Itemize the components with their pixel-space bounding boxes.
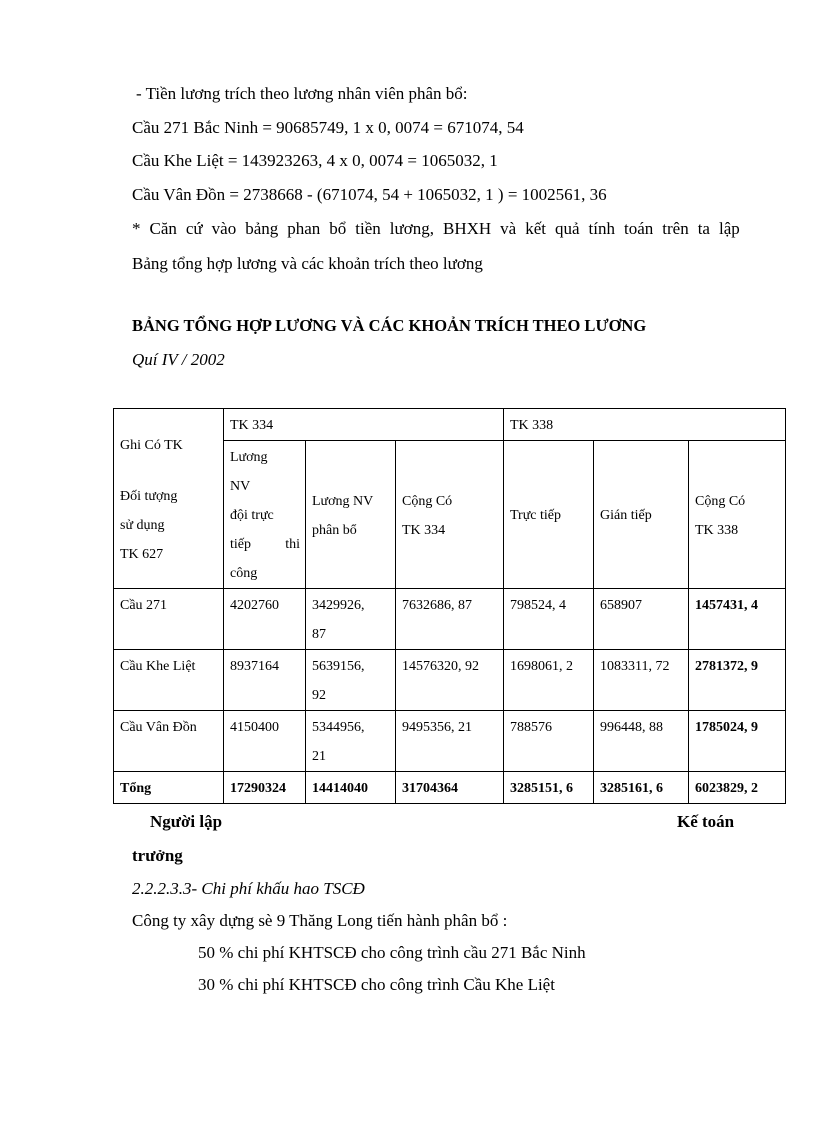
col-header-word: thi — [285, 537, 300, 552]
intro-line-5-word: ta — [697, 219, 710, 238]
corner-line-3: sử dụng — [120, 517, 165, 533]
table-row — [114, 650, 786, 711]
cell-luong-direct: 4150400 — [224, 711, 306, 772]
total-label: Tổng — [114, 772, 224, 804]
intro-line-5-word: tiền — [355, 219, 381, 238]
col-header-text: TK 334 — [402, 522, 446, 538]
intro-line-5-word: toán — [623, 219, 654, 238]
row-name: Cầu 271 — [114, 589, 224, 650]
cell-phanbo — [306, 711, 396, 772]
signature-accountant: Kế toán — [677, 812, 735, 831]
cell-cong-338: 2781372, 9 — [689, 650, 786, 711]
section-paragraph: Công ty xây dựng sè 9 Thăng Long tiến hành phân bổ : — [132, 911, 508, 930]
col-header-text: phân bổ — [312, 522, 357, 538]
allocation-item-1: 50 % chi phí KHTSCĐ cho công trình cầu 271 Bắc Ninh — [198, 943, 586, 962]
intro-line-5-word: * — [132, 219, 141, 238]
intro-line-5-word: trên — [662, 219, 689, 238]
corner-header-cell — [114, 409, 224, 589]
col-header-luong-nv-phanbo — [306, 441, 396, 589]
col-header-cong-co-334 — [396, 441, 504, 589]
salary-summary-table — [113, 408, 786, 804]
col-header-word: tiếp — [230, 537, 251, 552]
cell-luong-direct: 8937164 — [224, 650, 306, 711]
intro-line-2: Cầu 271 Bắc Ninh = 90685749, 1 x 0, 0074 = 671074, 54 — [132, 118, 524, 137]
cell-truc-tiep: 788576 — [504, 711, 594, 772]
corner-line-4: TK 627 — [120, 546, 164, 562]
intro-line-5-word: quả — [554, 219, 580, 238]
cell-gian-tiep: 1083311, 72 — [594, 650, 689, 711]
total-truc-tiep: 3285151, 6 — [504, 772, 594, 804]
col-header-luong-nv-direct — [224, 441, 306, 589]
cell-phanbo — [306, 650, 396, 711]
table-row — [114, 589, 786, 650]
intro-line-5-word: tính — [588, 219, 615, 238]
table-total-row — [114, 772, 786, 804]
cell-truc-tiep: 798524, 4 — [504, 589, 594, 650]
intro-line-5 — [132, 219, 740, 239]
cell-text: 5639156, — [312, 659, 365, 674]
col-header-truc-tiep: Trực tiếp — [504, 441, 594, 589]
row-name: Cầu Vân Đồn — [114, 711, 224, 772]
col-header-gian-tiep: Gián tiếp — [594, 441, 689, 589]
total-luong-direct: 17290324 — [224, 772, 306, 804]
col-header-text: NV — [230, 479, 251, 494]
intro-line-5-word: cứ — [185, 219, 203, 238]
cell-text: 21 — [312, 749, 326, 764]
group-header-tk334: TK 334 — [224, 409, 504, 441]
cell-gian-tiep: 658907 — [594, 589, 689, 650]
intro-line-5-word: lương, — [389, 219, 434, 238]
cell-gian-tiep: 996448, 88 — [594, 711, 689, 772]
intro-line-5-word: phan — [287, 219, 321, 238]
intro-line-5-word: và — [500, 219, 517, 238]
table-row — [114, 711, 786, 772]
intro-line-5-word: Căn — [149, 219, 177, 238]
cell-truc-tiep: 1698061, 2 — [504, 650, 594, 711]
table-header-row — [114, 409, 786, 441]
cell-luong-direct: 4202760 — [224, 589, 306, 650]
cell-text: 5344956, — [312, 720, 365, 735]
cell-cong-334: 14576320, 92 — [396, 650, 504, 711]
report-period: Quí IV / 2002 — [132, 350, 225, 369]
cell-cong-334: 9495356, 21 — [396, 711, 504, 772]
report-title: BẢNG TỔNG HỢP LƯƠNG VÀ CÁC KHOẢN TRÍCH THEO LƯƠNG — [132, 316, 647, 335]
total-phanbo: 14414040 — [306, 772, 396, 804]
intro-line-5-word: lập — [718, 219, 740, 238]
allocation-item-2: 30 % chi phí KHTSCĐ cho công trình Cầu Khe Liệt — [198, 975, 555, 994]
total-cong-338: 6023829, 2 — [689, 772, 786, 804]
col-header-text: Lương — [230, 450, 268, 465]
section-heading: 2.2.2.3.3- Chi phí khấu hao TSCĐ — [132, 879, 365, 898]
intro-line-5-word: BHXH — [442, 219, 492, 238]
col-header-text: công — [230, 566, 258, 581]
cell-phanbo — [306, 589, 396, 650]
col-header-text: đội trực — [230, 508, 274, 523]
corner-line-2: Đối tượng — [120, 488, 178, 504]
group-header-tk338: TK 338 — [504, 409, 786, 441]
intro-line-5-word: kết — [525, 219, 546, 238]
intro-line-5-word: vào — [211, 219, 237, 238]
cell-cong-334: 7632686, 87 — [396, 589, 504, 650]
total-gian-tiep: 3285161, 6 — [594, 772, 689, 804]
intro-line-1: - Tiền lương trích theo lương nhân viên phân bổ: — [136, 84, 468, 103]
col-header-text: TK 338 — [695, 522, 739, 538]
cell-text: 92 — [312, 688, 326, 703]
cell-text: 3429926, — [312, 598, 365, 613]
intro-line-5-word: bảng — [245, 219, 279, 238]
col-header-text — [230, 530, 300, 559]
cell-cong-338: 1785024, 9 — [689, 711, 786, 772]
col-header-text: Cộng Có — [402, 493, 453, 509]
cell-text: 87 — [312, 627, 326, 642]
intro-line-4: Cầu Vân Đồn = 2738668 - (671074, 54 + 1065032, 1 ) = 1002561, 36 — [132, 185, 607, 204]
intro-line-3: Cầu Khe Liệt = 143923263, 4 x 0, 0074 = 1065032, 1 — [132, 151, 498, 170]
col-header-text: Cộng Có — [695, 493, 746, 509]
intro-line-6: Bảng tổng hợp lương và các khoản trích theo lương — [132, 254, 483, 273]
row-name: Cầu Khe Liệt — [114, 650, 224, 711]
cell-cong-338: 1457431, 4 — [689, 589, 786, 650]
intro-line-5-word: bổ — [329, 219, 347, 238]
col-header-text: Lương NV — [312, 493, 374, 509]
col-header-cong-co-338 — [689, 441, 786, 589]
signature-accountant-cont: trưởng — [132, 846, 183, 865]
total-cong-334: 31704364 — [396, 772, 504, 804]
signature-preparer: Người lập — [150, 812, 223, 831]
corner-line-1: Ghi Có TK — [120, 437, 183, 453]
